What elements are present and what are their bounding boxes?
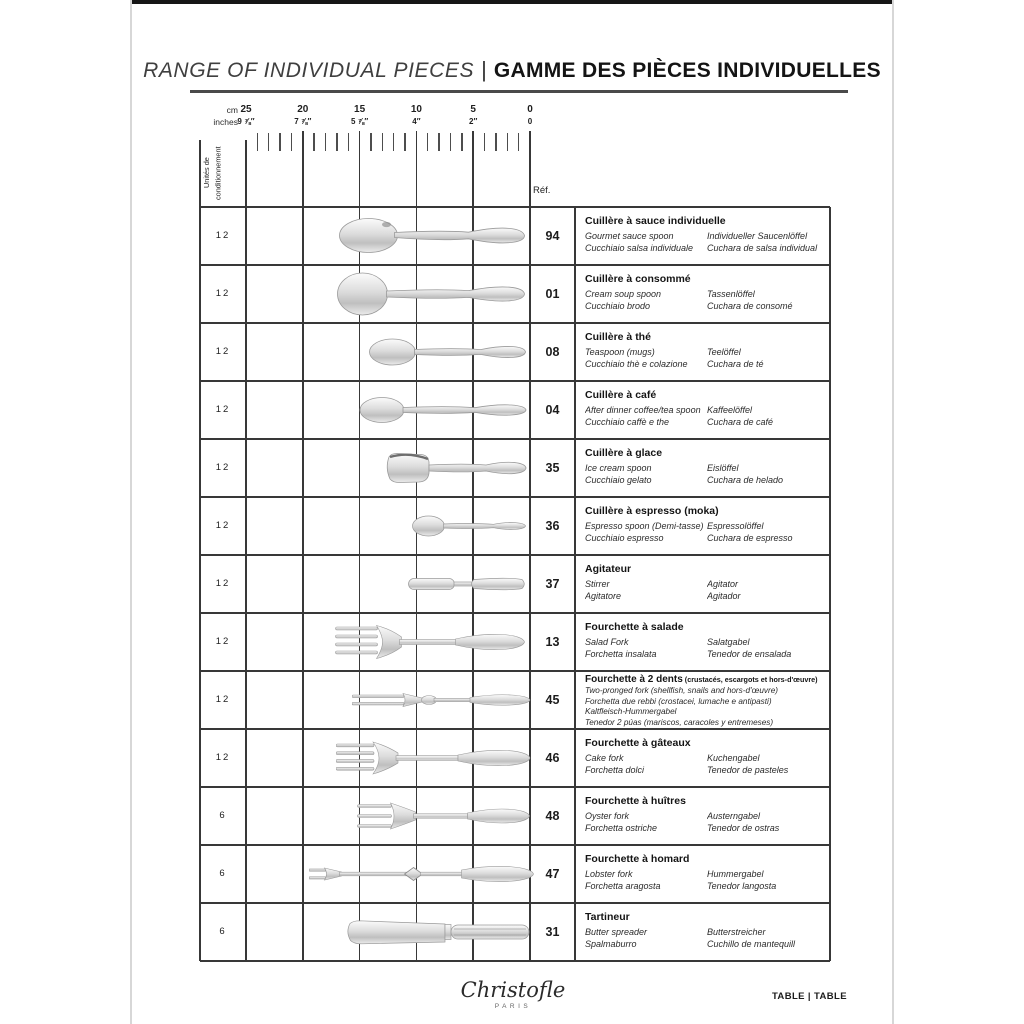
packing-quantity: 12 xyxy=(215,462,231,473)
name-de: Butterstreicher xyxy=(707,926,766,937)
name-en: Oyster fork xyxy=(585,810,630,821)
name-en: Lobster fork xyxy=(585,868,633,879)
name-es: Tenedor de pasteles xyxy=(707,765,789,776)
title-separator: | xyxy=(481,57,487,82)
brand-city: PARIS xyxy=(494,1003,532,1010)
name-french: Agitateur xyxy=(585,563,632,575)
piece-description xyxy=(575,613,830,671)
name-en: Gourmet sauce spoon xyxy=(585,230,674,241)
name-french: Cuillère à consommé xyxy=(585,273,691,285)
piece-description xyxy=(575,729,830,787)
ruler-cm-mark: 5 xyxy=(470,104,476,115)
brand-logo: Christofle xyxy=(460,978,566,1002)
ruler-inch-mark: 9 ⅞″ xyxy=(237,117,255,126)
ref-number: 48 xyxy=(545,809,560,823)
table-row xyxy=(200,265,830,323)
name-it: Forchetta aragosta xyxy=(585,881,661,892)
name-translations xyxy=(585,404,826,429)
piece-description xyxy=(575,787,830,845)
ruler-tick xyxy=(257,133,258,151)
name-translations xyxy=(585,810,826,835)
packing-quantity: 12 xyxy=(215,752,231,763)
name-en: Teaspoon (mugs) xyxy=(585,346,655,357)
page-top-edge xyxy=(130,0,894,4)
ref-number: 08 xyxy=(545,345,560,359)
name-de: Kuchengabel xyxy=(707,752,760,763)
name-de: Hummergabel xyxy=(707,868,764,879)
name-translations xyxy=(585,288,826,313)
name-de: Eislöffel xyxy=(707,462,739,473)
table-row xyxy=(200,381,830,439)
ruler-tick xyxy=(313,133,314,151)
ruler-tick xyxy=(268,133,269,151)
cutlery-image xyxy=(368,335,527,369)
ruler-cm-mark: 15 xyxy=(354,104,366,115)
name-french: Cuillère à café xyxy=(585,389,657,401)
page-title xyxy=(130,57,894,83)
name-french: Fourchette à gâteaux xyxy=(585,737,691,749)
piece-description xyxy=(575,207,830,265)
name-es: Agitador xyxy=(707,591,741,602)
name-french: Cuillère à espresso (moka) xyxy=(585,505,719,517)
cutlery-image xyxy=(345,918,531,946)
cutlery-image xyxy=(384,450,527,486)
name-es: Cuchara de café xyxy=(707,417,774,428)
name-it: Forchetta insalata xyxy=(585,649,657,660)
ruler-tick xyxy=(404,133,405,151)
name-es: Cuchillo de mantequill xyxy=(707,939,796,950)
ref-number: 13 xyxy=(545,635,560,649)
name-french: Cuillère à sauce individuelle xyxy=(585,215,726,227)
name-french: Cuillère à thé xyxy=(585,331,651,343)
ruler-inch-mark: 4″ xyxy=(412,117,421,126)
name-translations xyxy=(585,346,826,371)
ruler-cm-mark: 25 xyxy=(240,104,252,115)
ruler-tick xyxy=(461,133,462,151)
cutlery-image xyxy=(338,216,527,256)
name-it: Agitatore xyxy=(585,591,622,602)
name-de: Kaltfleisch-Hummergabel xyxy=(585,707,677,717)
ruler-tick xyxy=(393,133,394,151)
name-de: Kaffeelöffel xyxy=(707,404,753,415)
ref-number: 46 xyxy=(545,751,560,765)
name-it: Forchetta dolci xyxy=(585,765,645,776)
ruler-tick xyxy=(382,133,383,151)
page-left-edge xyxy=(130,0,132,1024)
cutlery-image xyxy=(359,394,527,426)
name-es: Cuchara de salsa individual xyxy=(707,243,818,254)
ruler-cm-mark: 10 xyxy=(410,104,422,115)
name-translations xyxy=(585,230,826,255)
name-es: Cuchara de helado xyxy=(707,475,784,486)
name-es: Cuchara de espresso xyxy=(707,533,793,544)
name-translations xyxy=(585,752,826,777)
cutlery-image xyxy=(309,861,536,887)
ruler-tick xyxy=(279,133,280,151)
cutlery-image xyxy=(352,689,531,711)
cutlery-image xyxy=(336,741,531,775)
title-underline xyxy=(190,90,848,93)
name-french: Fourchette à huîtres xyxy=(585,795,686,807)
name-de: Tassenlöffel xyxy=(707,288,755,299)
name-translations xyxy=(585,686,826,729)
name-de: Teelöffel xyxy=(707,346,741,357)
name-es: Cuchara de té xyxy=(707,359,764,370)
name-french: Fourchette à salade xyxy=(585,621,684,633)
name-en: Cake fork xyxy=(585,752,624,763)
name-translations xyxy=(585,520,826,545)
name-de: Espressolöffel xyxy=(707,520,764,531)
name-it: Cucchiaio gelato xyxy=(585,475,652,486)
cutlery-image xyxy=(335,624,527,660)
ref-number: 47 xyxy=(545,867,560,881)
ruler-cm-mark: 20 xyxy=(297,104,309,115)
ruler-tick xyxy=(325,133,326,151)
name-it: Spalmaburro xyxy=(585,939,637,950)
packing-quantity: 12 xyxy=(215,346,231,357)
name-it: Cucchiaio brodo xyxy=(585,301,651,312)
ruler-inch-mark: 5 ⅞″ xyxy=(351,117,369,126)
name-it: Cucchiaio espresso xyxy=(585,533,664,544)
table-row xyxy=(200,671,830,729)
name-translations xyxy=(585,636,826,661)
title-french: GAMME DES PIÈCES INDIVIDUELLES xyxy=(493,59,881,82)
packing-quantity: 12 xyxy=(215,520,231,531)
name-it: Forchetta due rebbi (crostacei, lumache e antipasti) xyxy=(585,696,772,706)
piece-description xyxy=(575,671,830,729)
table-row xyxy=(200,207,830,265)
name-en: Stirrer xyxy=(585,578,610,589)
ruler-tick xyxy=(484,133,485,151)
name-french: Tartineur xyxy=(585,911,630,923)
ref-number: 35 xyxy=(545,461,560,475)
piece-description xyxy=(575,265,830,323)
page-right-edge xyxy=(892,0,894,1024)
name-de: Salatgabel xyxy=(707,636,750,647)
table-row xyxy=(200,555,830,613)
name-french: Fourchette à 2 dents (crustacés, escargots et hors-d'œuvre) xyxy=(585,674,818,685)
ruler-cm-mark: 0 xyxy=(527,104,533,115)
name-es: Tenedor langosta xyxy=(707,881,777,892)
ruler-inches-unit-label: inches xyxy=(213,117,238,127)
packing-quantity: 6 xyxy=(219,868,227,879)
name-en: Ice cream spoon xyxy=(585,462,652,473)
ref-number: 37 xyxy=(545,577,560,591)
ruler-inch-mark: 0 xyxy=(527,117,533,126)
ref-number: 31 xyxy=(545,925,560,939)
ruler-inch-mark: 2″ xyxy=(469,117,478,126)
ruler-tick xyxy=(495,133,496,151)
cutlery-image xyxy=(411,513,527,539)
ruler-tick xyxy=(438,133,439,151)
cutlery-image xyxy=(408,575,527,593)
packing-quantity: 12 xyxy=(215,288,231,299)
name-it: Cucchiaio salsa individuale xyxy=(585,243,694,254)
ruler-inch-mark: 7 ⅞″ xyxy=(294,117,312,126)
packing-quantity: 12 xyxy=(215,578,231,589)
title-english: RANGE OF INDIVIDUAL PIECES xyxy=(143,59,475,82)
name-de: Austerngabel xyxy=(707,810,761,821)
name-en: Butter spreader xyxy=(585,926,648,937)
name-de: Agitator xyxy=(707,578,739,589)
name-en: After dinner coffee/tea spoon xyxy=(585,404,701,415)
brand-footer xyxy=(433,978,593,1010)
table-row xyxy=(200,903,830,961)
name-en: Espresso spoon (Demi-tasse) xyxy=(585,520,704,531)
name-de: Individueller Saucenlöffel xyxy=(707,230,808,241)
name-es: Tenedor 2 púas (mariscos, caracoles y entremeses) xyxy=(585,717,774,727)
ruler-tick xyxy=(291,133,292,151)
ruler-tick xyxy=(336,133,337,151)
ruler-cm-unit-label: cm xyxy=(226,105,238,115)
piece-description xyxy=(575,381,830,439)
ref-column-label: Réf. xyxy=(533,185,551,196)
name-es: Cuchara de consomé xyxy=(707,301,793,312)
cutlery-image xyxy=(357,801,531,831)
packing-quantity: 6 xyxy=(219,810,227,821)
ruler-tick xyxy=(450,133,451,151)
ruler-tick xyxy=(507,133,508,151)
packing-quantity: 12 xyxy=(215,694,231,705)
name-it: Cucchiaio caffè e the xyxy=(585,417,670,428)
table-row xyxy=(200,787,830,845)
ruler-tick xyxy=(370,133,371,151)
ref-number: 04 xyxy=(545,403,560,417)
ref-number: 94 xyxy=(545,229,560,243)
ruler-tick xyxy=(518,133,519,151)
piece-description xyxy=(575,323,830,381)
name-en: Salad Fork xyxy=(585,636,629,647)
table-row xyxy=(200,845,830,903)
table-row xyxy=(200,497,830,555)
name-french: Cuillère à glace xyxy=(585,447,663,459)
name-it: Forchetta ostriche xyxy=(585,823,658,834)
name-es: Tenedor de ostras xyxy=(707,823,780,834)
section-footer: TABLE | TABLE xyxy=(771,991,847,1002)
piece-description xyxy=(575,903,830,961)
packing-quantity: 6 xyxy=(219,926,227,937)
name-translations xyxy=(585,462,826,487)
name-it: Cucchiaio thè e colazione xyxy=(585,359,688,370)
name-translations xyxy=(585,578,826,603)
table-row xyxy=(200,439,830,497)
piece-description xyxy=(575,555,830,613)
cutlery-image xyxy=(336,272,527,316)
piece-description xyxy=(575,845,830,903)
table-row xyxy=(200,729,830,787)
ref-number: 45 xyxy=(545,693,560,707)
ruler-tick xyxy=(348,133,349,151)
ref-number: 01 xyxy=(545,287,560,301)
name-es: Tenedor de ensalada xyxy=(707,649,792,660)
piece-description xyxy=(575,439,830,497)
packing-quantity: 12 xyxy=(215,404,231,415)
name-en: Two-pronged fork (shellfish, snails and hors-d'œuvre) xyxy=(585,686,778,695)
name-en: Cream soup spoon xyxy=(585,288,662,299)
packing-quantity: 12 xyxy=(215,636,231,647)
table-row xyxy=(200,613,830,671)
name-translations xyxy=(585,868,826,893)
piece-description xyxy=(575,497,830,555)
name-translations xyxy=(585,926,826,951)
ruler-tick xyxy=(427,133,428,151)
name-french: Fourchette à homard xyxy=(585,853,690,865)
packing-quantity: 12 xyxy=(215,230,231,241)
table-row xyxy=(200,323,830,381)
ref-number: 36 xyxy=(545,519,560,533)
packing-units-label: Unités de conditionnement xyxy=(202,146,223,200)
